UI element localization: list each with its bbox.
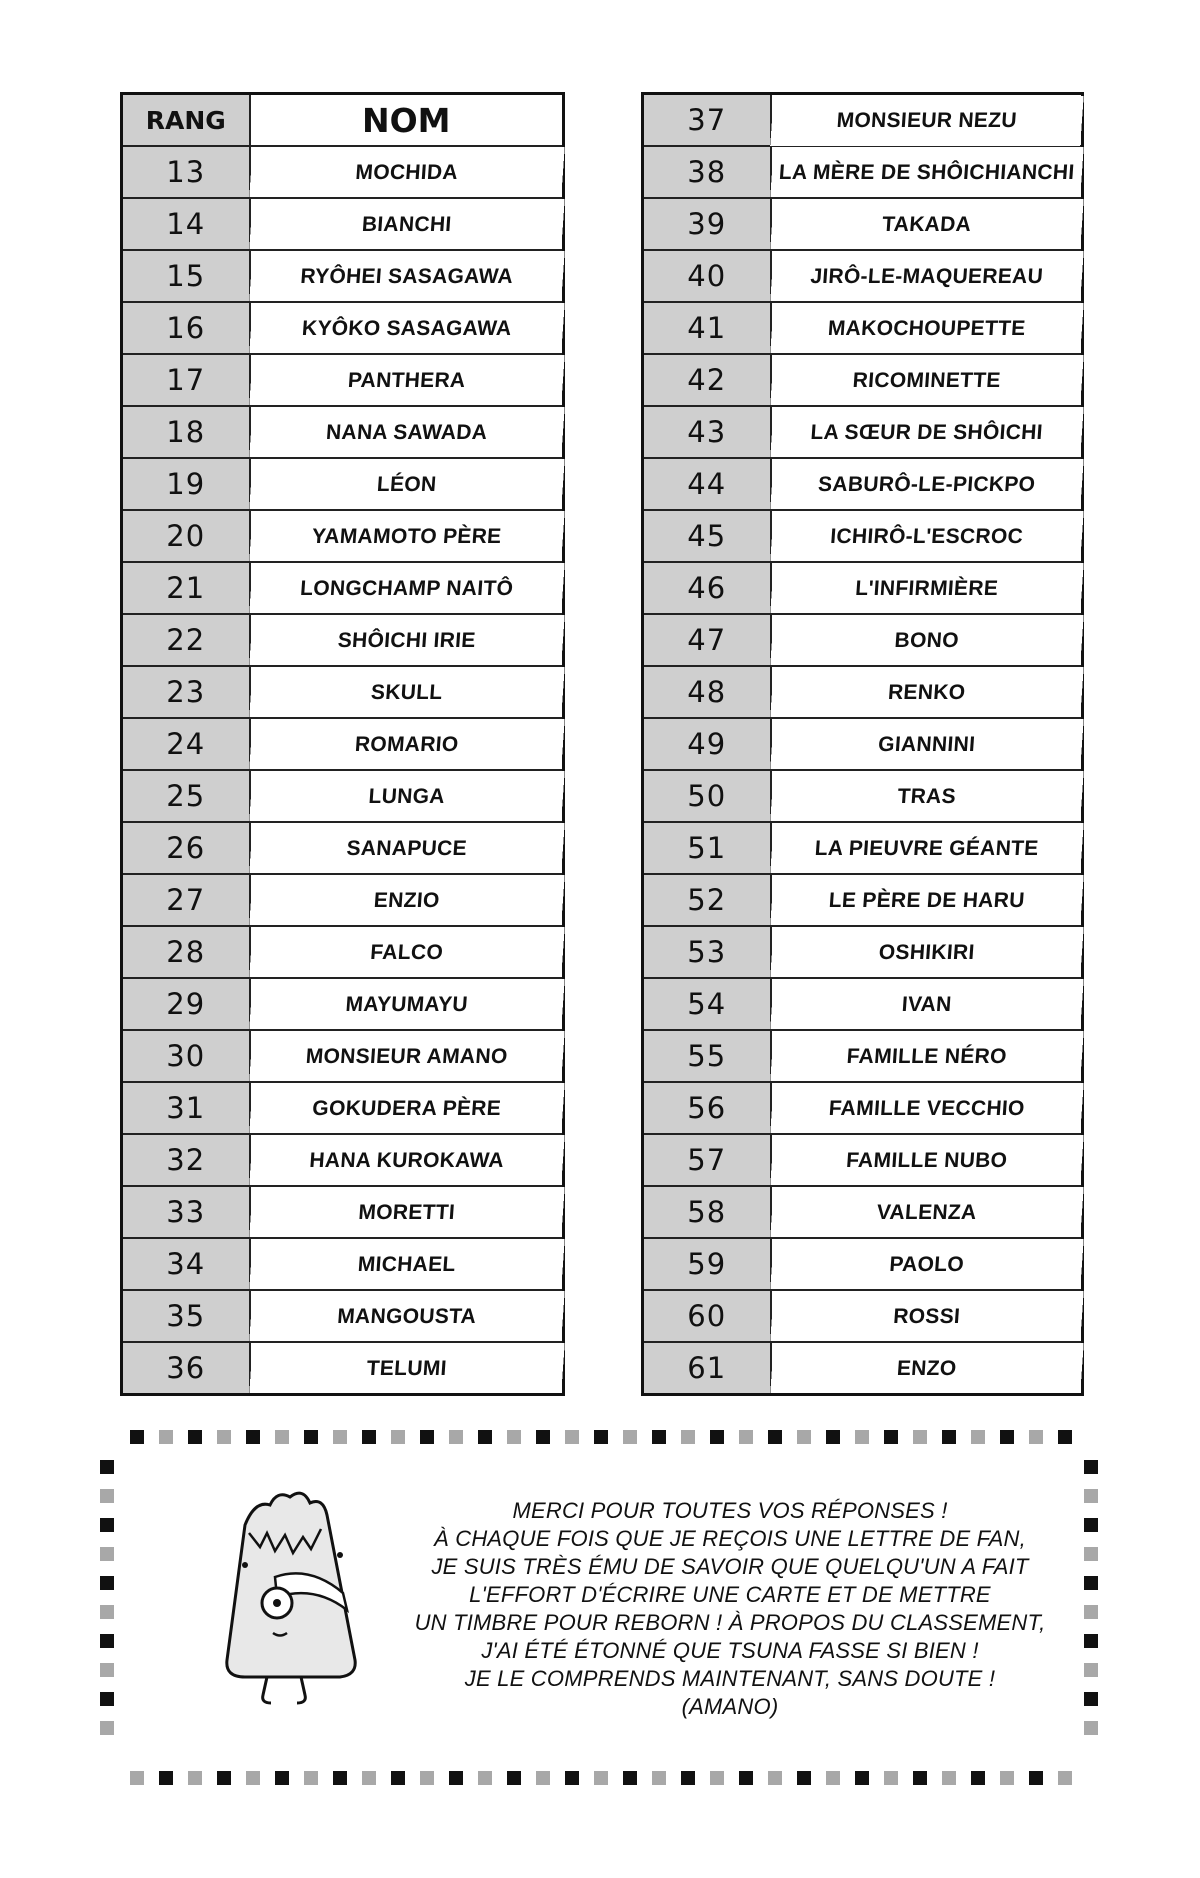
ranking-row bbox=[122, 718, 564, 770]
ranking-row bbox=[122, 562, 564, 614]
ranking-row bbox=[643, 1238, 1083, 1290]
frame-square bbox=[159, 1430, 173, 1444]
frame-square bbox=[391, 1430, 405, 1444]
frame-square bbox=[217, 1771, 231, 1785]
ranking-row bbox=[122, 926, 564, 978]
ranking-row bbox=[643, 666, 1083, 718]
frame-square bbox=[826, 1771, 840, 1785]
rank-number: 36 bbox=[122, 1342, 250, 1395]
frame-square bbox=[478, 1430, 492, 1444]
frame-square bbox=[681, 1771, 695, 1785]
character-name: LÉON bbox=[248, 458, 566, 510]
ranking-row bbox=[122, 1290, 564, 1342]
frame-square bbox=[594, 1771, 608, 1785]
ranking-row bbox=[122, 1342, 564, 1395]
character-name: ROSSI bbox=[769, 1290, 1085, 1342]
frame-square bbox=[710, 1430, 724, 1444]
frame-square bbox=[100, 1547, 114, 1561]
ranking-row bbox=[122, 146, 564, 198]
frame-square bbox=[507, 1430, 521, 1444]
rank-number: 14 bbox=[122, 198, 250, 250]
rank-number: 60 bbox=[643, 1290, 771, 1342]
frame-square bbox=[623, 1430, 637, 1444]
ranking-row bbox=[122, 250, 564, 302]
rank-number: 32 bbox=[122, 1134, 250, 1186]
rank-number: 28 bbox=[122, 926, 250, 978]
character-name: GOKUDERA PÈRE bbox=[248, 1082, 566, 1134]
note-line: JE LE COMPRENDS MAINTENANT, SANS DOUTE ! bbox=[464, 1666, 996, 1691]
frame-square bbox=[159, 1771, 173, 1785]
frame-square bbox=[100, 1692, 114, 1706]
note-line: MERCI POUR TOUTES VOS RÉPONSES ! bbox=[512, 1498, 948, 1523]
frame-square bbox=[971, 1430, 985, 1444]
frame-square bbox=[100, 1576, 114, 1590]
character-name: GIANNINI bbox=[769, 718, 1085, 770]
frame-square bbox=[826, 1430, 840, 1444]
ranking-row bbox=[643, 1134, 1083, 1186]
frame-square bbox=[1000, 1771, 1014, 1785]
frame-square bbox=[652, 1771, 666, 1785]
character-name: SANAPUCE bbox=[248, 822, 566, 874]
character-name: RYÔHEI SASAGAWA bbox=[248, 250, 566, 302]
character-name: RICOMINETTE bbox=[769, 354, 1085, 406]
frame-square bbox=[855, 1771, 869, 1785]
note-line: JE SUIS TRÈS ÉMU DE SAVOIR QUE QUELQU'UN A FAIT bbox=[431, 1554, 1029, 1579]
rank-number: 21 bbox=[122, 562, 250, 614]
rank-number: 40 bbox=[643, 250, 771, 302]
rank-number: 48 bbox=[643, 666, 771, 718]
character-name: IVAN bbox=[769, 978, 1085, 1030]
rank-number: 37 bbox=[643, 94, 771, 147]
frame-square bbox=[100, 1460, 114, 1474]
character-name: YAMAMOTO PÈRE bbox=[248, 510, 566, 562]
character-name: MAYUMAYU bbox=[248, 978, 566, 1030]
frame-square bbox=[420, 1430, 434, 1444]
frame-square bbox=[884, 1771, 898, 1785]
ranking-row bbox=[643, 458, 1083, 510]
ranking-rows-left bbox=[122, 146, 564, 1395]
frame-square bbox=[623, 1771, 637, 1785]
note-line: (AMANO) bbox=[681, 1694, 779, 1719]
character-name: LUNGA bbox=[248, 770, 566, 822]
ranking-row bbox=[643, 354, 1083, 406]
rank-number: 20 bbox=[122, 510, 250, 562]
ranking-row bbox=[643, 1342, 1083, 1395]
ranking-table-right bbox=[641, 92, 1084, 1396]
rank-number: 23 bbox=[122, 666, 250, 718]
mountain-mascot-illustration bbox=[215, 1485, 365, 1715]
character-name: LE PÈRE DE HARU bbox=[769, 874, 1085, 926]
character-name: PAOLO bbox=[769, 1238, 1085, 1290]
frame-square bbox=[333, 1771, 347, 1785]
ranking-row bbox=[643, 614, 1083, 666]
character-name: RENKO bbox=[769, 666, 1085, 718]
table-header-row bbox=[122, 94, 564, 147]
ranking-row bbox=[122, 302, 564, 354]
author-note bbox=[380, 1497, 1080, 1721]
rank-number: 33 bbox=[122, 1186, 250, 1238]
ranking-row bbox=[122, 770, 564, 822]
character-name: FAMILLE VECCHIO bbox=[769, 1082, 1085, 1134]
character-name: KYÔKO SASAGAWA bbox=[248, 302, 566, 354]
ranking-row bbox=[643, 94, 1083, 147]
frame-square bbox=[884, 1430, 898, 1444]
frame-square bbox=[681, 1430, 695, 1444]
frame-square bbox=[304, 1771, 318, 1785]
rank-number: 34 bbox=[122, 1238, 250, 1290]
character-name: HANA KUROKAWA bbox=[248, 1134, 566, 1186]
frame-square bbox=[507, 1771, 521, 1785]
frame-square bbox=[710, 1771, 724, 1785]
frame-square bbox=[1058, 1771, 1072, 1785]
ranking-row bbox=[122, 1134, 564, 1186]
ranking-row bbox=[122, 1238, 564, 1290]
rank-number: 19 bbox=[122, 458, 250, 510]
ranking-row bbox=[122, 354, 564, 406]
rank-number: 45 bbox=[643, 510, 771, 562]
rank-number: 39 bbox=[643, 198, 771, 250]
frame-square bbox=[449, 1430, 463, 1444]
note-line: UN TIMBRE POUR REBORN ! À PROPOS DU CLASSEMENT, bbox=[414, 1610, 1046, 1635]
ranking-row bbox=[643, 926, 1083, 978]
character-name: TAKADA bbox=[769, 198, 1085, 250]
ranking-row bbox=[122, 666, 564, 718]
rank-number: 18 bbox=[122, 406, 250, 458]
ranking-row bbox=[643, 718, 1083, 770]
character-name: MONSIEUR NEZU bbox=[769, 94, 1085, 147]
character-name: VALENZA bbox=[769, 1186, 1085, 1238]
character-name: BIANCHI bbox=[248, 198, 566, 250]
character-name: TRAS bbox=[769, 770, 1085, 822]
ranking-row bbox=[643, 406, 1083, 458]
frame-square bbox=[100, 1634, 114, 1648]
frame-square bbox=[1084, 1634, 1098, 1648]
ranking-row bbox=[122, 1082, 564, 1134]
note-line: À CHAQUE FOIS QUE JE REÇOIS UNE LETTRE DE FAN, bbox=[434, 1526, 1026, 1551]
rank-number: 17 bbox=[122, 354, 250, 406]
frame-square bbox=[1084, 1460, 1098, 1474]
frame-square bbox=[739, 1771, 753, 1785]
character-name: ENZO bbox=[769, 1342, 1085, 1395]
rank-number: 42 bbox=[643, 354, 771, 406]
frame-square bbox=[652, 1430, 666, 1444]
character-name: LA SŒUR DE SHÔICHI bbox=[769, 406, 1085, 458]
rank-number: 35 bbox=[122, 1290, 250, 1342]
character-name: FAMILLE NUBO bbox=[769, 1134, 1085, 1186]
frame-square bbox=[1084, 1692, 1098, 1706]
character-name: LONGCHAMP NAITÔ bbox=[248, 562, 566, 614]
ranking-row bbox=[122, 614, 564, 666]
frame-square bbox=[942, 1430, 956, 1444]
note-line: L'EFFORT D'ÉCRIRE UNE CARTE ET DE METTRE bbox=[469, 1582, 991, 1607]
character-name: MOCHIDA bbox=[248, 146, 566, 198]
frame-square bbox=[565, 1771, 579, 1785]
frame-square bbox=[797, 1771, 811, 1785]
frame-square bbox=[942, 1771, 956, 1785]
rank-number: 24 bbox=[122, 718, 250, 770]
frame-square bbox=[913, 1771, 927, 1785]
ranking-row bbox=[643, 978, 1083, 1030]
character-name: MANGOUSTA bbox=[248, 1290, 566, 1342]
character-name: TELUMI bbox=[248, 1342, 566, 1395]
character-name: MAKOCHOUPETTE bbox=[769, 302, 1085, 354]
character-name: BONO bbox=[769, 614, 1085, 666]
character-name: ENZIO bbox=[248, 874, 566, 926]
frame-square bbox=[100, 1663, 114, 1677]
rank-number: 51 bbox=[643, 822, 771, 874]
ranking-row bbox=[122, 510, 564, 562]
ranking-row bbox=[643, 510, 1083, 562]
ranking-row bbox=[122, 1030, 564, 1082]
character-name: ROMARIO bbox=[248, 718, 566, 770]
frame-square bbox=[1084, 1663, 1098, 1677]
ranking-table-left bbox=[120, 92, 565, 1396]
frame-square bbox=[188, 1771, 202, 1785]
rank-number: 13 bbox=[122, 146, 250, 198]
frame-square bbox=[1084, 1489, 1098, 1503]
rank-number: 59 bbox=[643, 1238, 771, 1290]
ranking-rows-right bbox=[643, 94, 1083, 1395]
rank-number: 54 bbox=[643, 978, 771, 1030]
frame-square bbox=[100, 1518, 114, 1532]
rank-number: 38 bbox=[643, 146, 771, 198]
frame-square bbox=[768, 1771, 782, 1785]
rank-number: 46 bbox=[643, 562, 771, 614]
frame-square bbox=[565, 1430, 579, 1444]
ranking-row bbox=[643, 302, 1083, 354]
character-name: NANA SAWADA bbox=[248, 406, 566, 458]
frame-square bbox=[1029, 1771, 1043, 1785]
frame-square bbox=[797, 1430, 811, 1444]
frame-square bbox=[1084, 1576, 1098, 1590]
rank-number: 47 bbox=[643, 614, 771, 666]
frame-square bbox=[971, 1771, 985, 1785]
frame-square bbox=[246, 1771, 260, 1785]
frame-square bbox=[130, 1430, 144, 1444]
frame-square bbox=[594, 1430, 608, 1444]
rank-number: 55 bbox=[643, 1030, 771, 1082]
frame-square bbox=[1084, 1605, 1098, 1619]
rank-number: 15 bbox=[122, 250, 250, 302]
ranking-row bbox=[122, 822, 564, 874]
rank-number: 25 bbox=[122, 770, 250, 822]
rank-number: 30 bbox=[122, 1030, 250, 1082]
frame-square bbox=[391, 1771, 405, 1785]
frame-square bbox=[1058, 1430, 1072, 1444]
frame-square bbox=[100, 1721, 114, 1735]
character-name: OSHIKIRI bbox=[769, 926, 1085, 978]
frame-square bbox=[275, 1430, 289, 1444]
rank-number: 49 bbox=[643, 718, 771, 770]
frame-square bbox=[768, 1430, 782, 1444]
rank-number: 44 bbox=[643, 458, 771, 510]
rank-number: 57 bbox=[643, 1134, 771, 1186]
rank-header: RANG bbox=[122, 94, 250, 147]
frame-square bbox=[855, 1430, 869, 1444]
character-name: FAMILLE NÉRO bbox=[769, 1030, 1085, 1082]
ranking-row bbox=[643, 770, 1083, 822]
frame-square bbox=[1084, 1518, 1098, 1532]
frame-square bbox=[246, 1430, 260, 1444]
name-header: NOM bbox=[250, 94, 564, 147]
character-name: FALCO bbox=[248, 926, 566, 978]
character-name: LA PIEUVRE GÉANTE bbox=[769, 822, 1085, 874]
frame-square bbox=[420, 1771, 434, 1785]
frame-square bbox=[739, 1430, 753, 1444]
rank-number: 22 bbox=[122, 614, 250, 666]
rank-number: 58 bbox=[643, 1186, 771, 1238]
rank-number: 61 bbox=[643, 1342, 771, 1395]
frame-square bbox=[449, 1771, 463, 1785]
character-name: L'INFIRMIÈRE bbox=[769, 562, 1085, 614]
frame-square bbox=[333, 1430, 347, 1444]
note-line: J'AI ÉTÉ ÉTONNÉ QUE TSUNA FASSE SI BIEN ! bbox=[481, 1638, 979, 1663]
character-name: MICHAEL bbox=[248, 1238, 566, 1290]
ranking-row bbox=[122, 458, 564, 510]
ranking-row bbox=[643, 874, 1083, 926]
frame-square bbox=[536, 1430, 550, 1444]
frame-square bbox=[1084, 1721, 1098, 1735]
frame-square bbox=[100, 1605, 114, 1619]
ranking-row bbox=[643, 198, 1083, 250]
frame-square bbox=[100, 1489, 114, 1503]
frame-square bbox=[188, 1430, 202, 1444]
ranking-row bbox=[643, 250, 1083, 302]
character-name: LA MÈRE DE SHÔICHIANCHI bbox=[769, 146, 1085, 198]
rank-number: 16 bbox=[122, 302, 250, 354]
rank-number: 41 bbox=[643, 302, 771, 354]
rank-number: 29 bbox=[122, 978, 250, 1030]
frame-square bbox=[217, 1430, 231, 1444]
rank-number: 27 bbox=[122, 874, 250, 926]
ranking-row bbox=[643, 1290, 1083, 1342]
frame-square bbox=[275, 1771, 289, 1785]
ranking-row bbox=[643, 822, 1083, 874]
frame-square bbox=[130, 1771, 144, 1785]
frame-square bbox=[1000, 1430, 1014, 1444]
frame-square bbox=[913, 1430, 927, 1444]
frame-square bbox=[362, 1771, 376, 1785]
frame-square bbox=[304, 1430, 318, 1444]
ranking-row bbox=[122, 978, 564, 1030]
rank-number: 26 bbox=[122, 822, 250, 874]
ranking-row bbox=[122, 406, 564, 458]
frame-square bbox=[1029, 1430, 1043, 1444]
character-name: ICHIRÔ-L'ESCROC bbox=[769, 510, 1085, 562]
rank-number: 53 bbox=[643, 926, 771, 978]
ranking-row bbox=[643, 562, 1083, 614]
frame-square bbox=[478, 1771, 492, 1785]
character-name: SABURÔ-LE-PICKPO bbox=[769, 458, 1085, 510]
rank-number: 52 bbox=[643, 874, 771, 926]
character-name: JIRÔ-LE-MAQUEREAU bbox=[769, 250, 1085, 302]
ranking-row bbox=[643, 1186, 1083, 1238]
character-name: SHÔICHI IRIE bbox=[248, 614, 566, 666]
character-name: MORETTI bbox=[248, 1186, 566, 1238]
ranking-row bbox=[122, 874, 564, 926]
character-name: PANTHERA bbox=[248, 354, 566, 406]
ranking-row bbox=[122, 198, 564, 250]
rank-number: 43 bbox=[643, 406, 771, 458]
rank-number: 56 bbox=[643, 1082, 771, 1134]
character-name: MONSIEUR AMANO bbox=[248, 1030, 566, 1082]
rank-number: 50 bbox=[643, 770, 771, 822]
ranking-row bbox=[643, 146, 1083, 198]
frame-square bbox=[1084, 1547, 1098, 1561]
ranking-row bbox=[122, 1186, 564, 1238]
rank-number: 31 bbox=[122, 1082, 250, 1134]
ranking-row bbox=[643, 1030, 1083, 1082]
character-name: SKULL bbox=[248, 666, 566, 718]
frame-square bbox=[362, 1430, 376, 1444]
frame-square bbox=[536, 1771, 550, 1785]
ranking-row bbox=[643, 1082, 1083, 1134]
